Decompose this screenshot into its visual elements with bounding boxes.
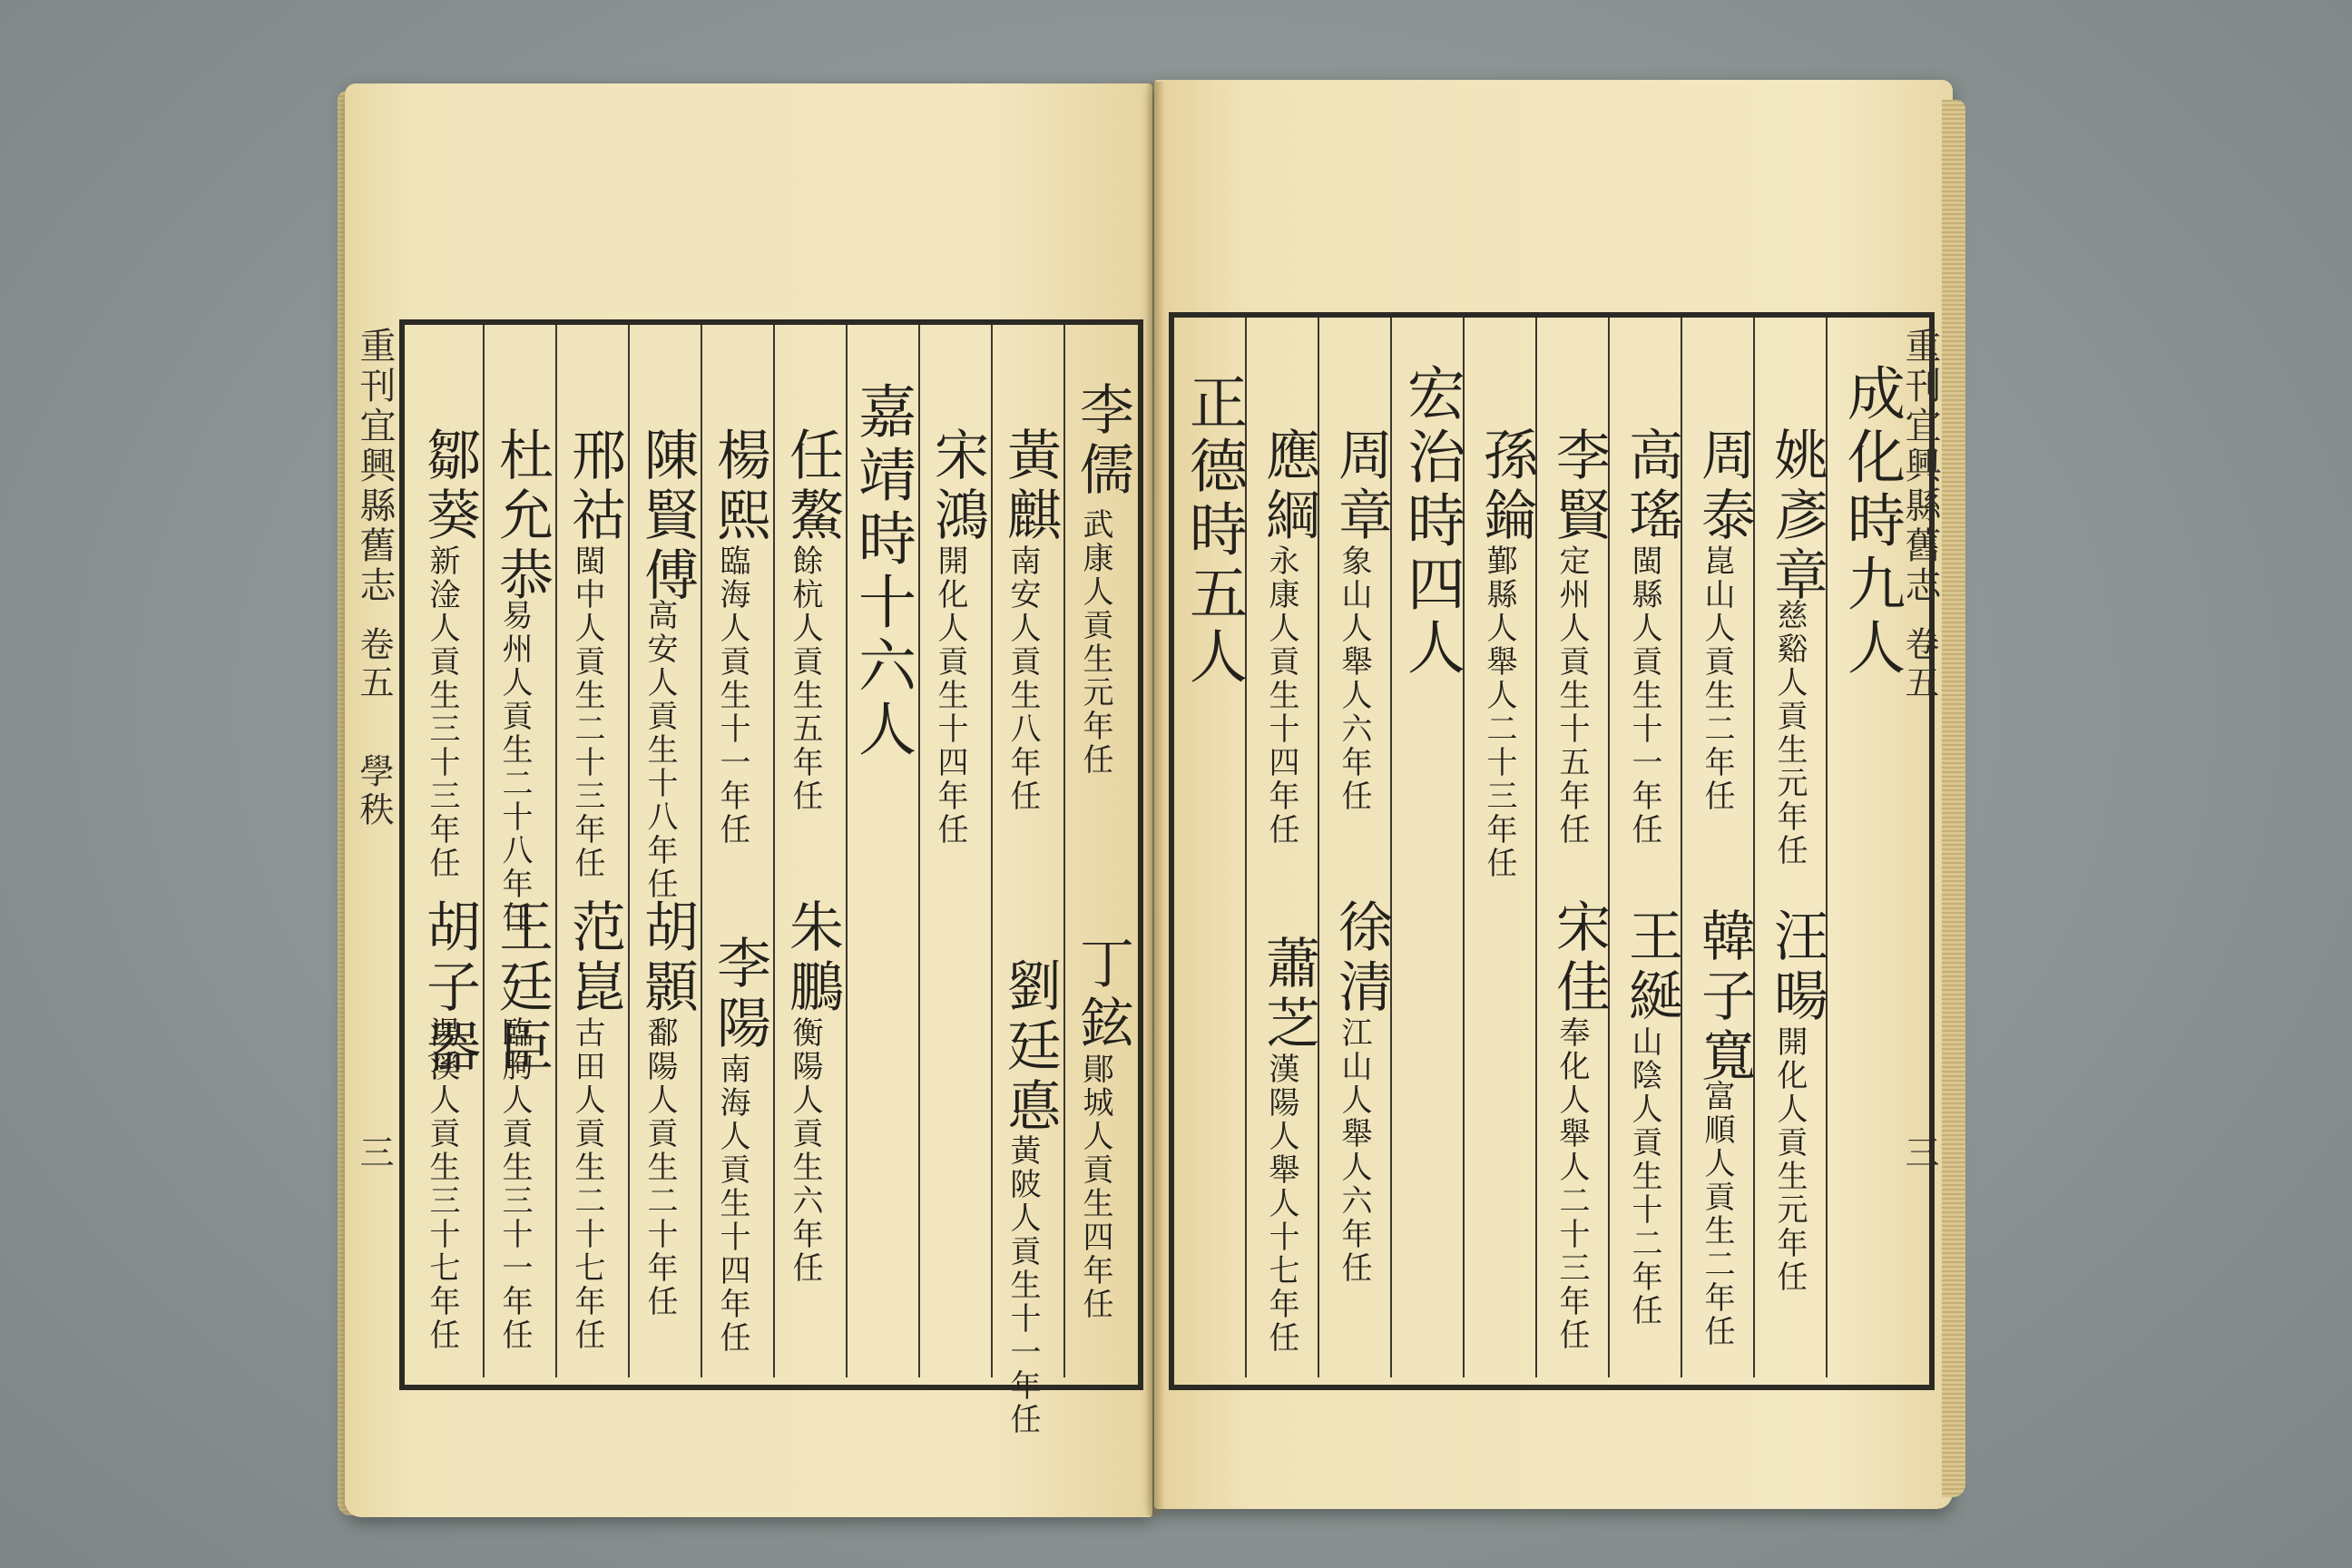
left-margin-title: 重刊宜興縣舊志 [354, 327, 396, 606]
entry-name: 蕭芝 [1257, 935, 1320, 1054]
entry-note: 閩中人貢生二十三年任 [569, 544, 605, 880]
right-margin-title: 重刊宜興縣舊志 [1899, 327, 1941, 606]
entry-note: 富順人貢生二年任 [1699, 1080, 1735, 1348]
right-volume-label: 卷五 [1899, 626, 1939, 702]
entry-name: 汪暘 [1765, 907, 1828, 1027]
left-volume-label: 卷五 [354, 626, 394, 702]
entry-note: 湯溪人貢生三十七年任 [424, 1016, 460, 1352]
entry-note: 象山人舉人六年任 [1336, 544, 1372, 813]
entry-name: 孫錀 [1475, 426, 1538, 546]
entry-name: 鄒葵 [417, 426, 481, 546]
column-rule [483, 325, 485, 1377]
entry-note: 鄖城人貢生四年任 [1077, 1053, 1113, 1321]
era-heading: 成化時九人 [1838, 363, 1905, 681]
entry-note: 南海人貢生十四年任 [714, 1053, 750, 1355]
column-rule [1063, 325, 1065, 1377]
entry-name: 杜允恭 [490, 426, 554, 606]
entry-name: 王綖 [1620, 907, 1683, 1027]
book-gutter [1145, 82, 1165, 1515]
entry-note: 衡陽人貢生六年任 [787, 1016, 823, 1285]
column-rule [846, 325, 848, 1377]
left-section-label: 學秩 [354, 753, 394, 829]
entry-note: 山陰人貢生十二年任 [1626, 1025, 1662, 1328]
entry-name: 楊熙 [708, 426, 771, 546]
entry-note: 鄱陽人貢生二十年任 [642, 1016, 678, 1318]
entry-note: 鄞縣人舉人二十三年任 [1481, 544, 1517, 880]
entry-name: 宋鴻 [926, 426, 989, 546]
entry-note: 武康人貢生元年任 [1077, 508, 1113, 777]
entry-note: 易州人貢生二十八年任 [496, 599, 533, 935]
entry-name: 周泰 [1692, 426, 1756, 546]
right-page-edges [1942, 100, 1965, 1497]
entry-name: 劉廷悳 [998, 957, 1062, 1137]
entry-name: 王廷臣 [490, 898, 554, 1078]
entry-name: 宋佳 [1547, 898, 1611, 1018]
entry-note: 永康人貢生十四年任 [1263, 544, 1299, 847]
entry-note: 新淦人貢生三十三年任 [424, 544, 460, 880]
column-rule [991, 325, 993, 1377]
entry-note: 開化人貢生元年任 [1771, 1025, 1808, 1294]
left-page-number: 三 [354, 1134, 394, 1172]
entry-note: 定州人貢生十五年任 [1553, 544, 1590, 847]
entry-note: 慈谿人貢生元年任 [1771, 599, 1808, 867]
entry-note: 開化人貢生十四年任 [932, 544, 968, 847]
column-rule [918, 325, 920, 1377]
entry-name: 丁鉉 [1071, 935, 1134, 1054]
entry-name: 李陽 [708, 935, 771, 1054]
entry-note: 高安人貢生十八年任 [642, 599, 678, 901]
column-rule [773, 325, 775, 1377]
entry-name: 邢祜 [563, 426, 626, 546]
entry-note: 餘杭人貢生五年任 [787, 544, 823, 813]
era-heading: 嘉靖時十六人 [848, 381, 916, 762]
entry-name: 周章 [1329, 426, 1393, 546]
right-page-number: 三 [1899, 1134, 1939, 1172]
entry-note: 黃陂人貢生十一年任 [1004, 1134, 1041, 1436]
era-heading: 宏治時四人 [1397, 363, 1465, 681]
entry-note: 崑山人貢生二年任 [1699, 544, 1735, 813]
entry-note: 古田人貢生二十七年任 [569, 1016, 605, 1352]
entry-note: 閩縣人貢生十一年任 [1626, 544, 1662, 847]
entry-note: 南安人貢生八年任 [1004, 544, 1041, 813]
era-heading: 正德時五人 [1180, 372, 1247, 690]
entry-name: 徐清 [1329, 898, 1393, 1018]
entry-name: 韓子寬 [1692, 907, 1756, 1087]
column-rule [701, 325, 702, 1377]
entry-name: 姚彥章 [1765, 426, 1828, 606]
entry-name: 胡顥 [635, 898, 699, 1018]
entry-name: 黃麒 [998, 426, 1062, 546]
entry-name: 胡子器 [417, 898, 481, 1078]
entry-note: 臨朐人貢生三十一年任 [496, 1016, 533, 1352]
entry-name: 任鰲 [780, 426, 844, 546]
entry-name: 陳賢傅 [635, 426, 699, 606]
entry-name: 范崑 [563, 898, 626, 1018]
column-rule [628, 325, 630, 1377]
entry-note: 江山人舉人六年任 [1336, 1016, 1372, 1285]
entry-note: 臨海人貢生十一年任 [714, 544, 750, 847]
entry-note: 漢陽人舉人十七年任 [1263, 1053, 1299, 1355]
entry-name: 應綱 [1257, 426, 1320, 546]
entry-name: 李儒 [1071, 381, 1134, 501]
column-rule [555, 325, 557, 1377]
entry-note: 奉化人舉人二十三年任 [1553, 1016, 1590, 1352]
entry-name: 高瑤 [1620, 426, 1683, 546]
entry-name: 朱鵬 [780, 898, 844, 1018]
entry-name: 李賢 [1547, 426, 1611, 546]
